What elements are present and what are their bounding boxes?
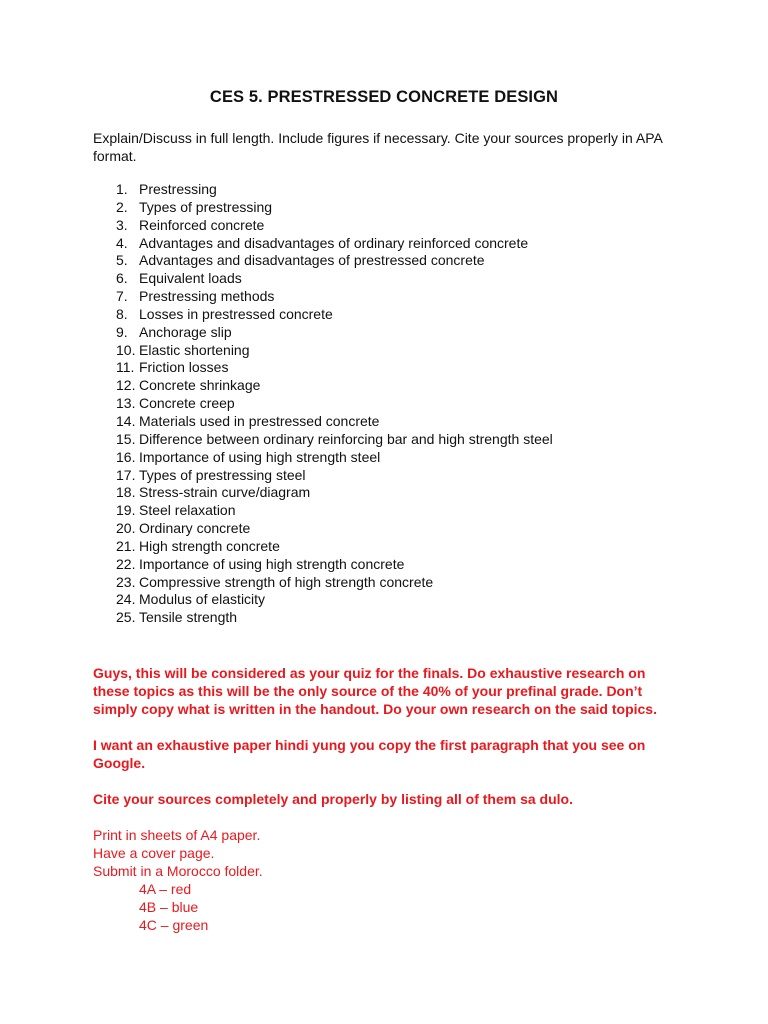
topic-number: 5.	[116, 252, 128, 269]
topic-item	[93, 306, 693, 324]
topic-number: 1.	[116, 181, 128, 197]
topic-number: 11.	[116, 359, 135, 376]
topic-number: 22.	[116, 555, 136, 572]
topic-text: Equivalent loads	[139, 270, 242, 287]
topic-item	[93, 574, 693, 592]
exhaustive-paper-notice: I want an exhaustive paper hindi yung you copy the first paragraph that you see on Google.	[93, 737, 646, 772]
topic-list	[93, 181, 693, 627]
topic-number: 14.	[116, 412, 136, 429]
topic-number: 20.	[116, 520, 136, 537]
topic-number: 3.	[116, 216, 128, 233]
topic-text: Losses in prestressed concrete	[139, 305, 333, 322]
topic-text: Stress-strain curve/diagram	[139, 484, 311, 501]
topic-text: Prestressing methods	[139, 288, 275, 305]
instruction-line: Print in sheets of A4 paper.	[93, 827, 261, 844]
topic-item	[93, 413, 693, 431]
spacer	[93, 718, 693, 736]
instruction-line: Submit in a Morocco folder.	[93, 863, 263, 880]
topic-item	[93, 484, 693, 502]
intro-paragraph: Explain/Discuss in full length. Include figures if necessary. Cite your sources properly in APA format.	[93, 130, 663, 164]
document-title: CES 5. PRESTRESSED CONCRETE DESIGN	[209, 88, 559, 106]
topic-number: 25.	[116, 609, 136, 626]
folder-color-line: 4C – green	[139, 917, 209, 934]
topic-number: 23.	[116, 573, 136, 590]
topic-number: 13.	[116, 395, 136, 412]
topic-item	[93, 270, 693, 288]
topic-number: 8.	[116, 305, 128, 322]
topic-text: Concrete shrinkage	[139, 377, 261, 394]
topic-text: Compressive strength of high strength concrete	[139, 573, 434, 590]
topic-number: 21.	[116, 537, 136, 554]
spacer	[93, 808, 693, 826]
topic-number: 2.	[116, 198, 128, 215]
topic-number: 17.	[116, 466, 136, 483]
topic-text: Advantages and disadvantages of prestressed concrete	[139, 252, 485, 269]
topic-number: 19.	[116, 502, 136, 519]
topic-number: 24.	[116, 591, 136, 608]
submission-instructions	[93, 826, 693, 934]
topic-item	[93, 431, 693, 449]
topic-text: Steel relaxation	[139, 502, 236, 519]
topic-text: Tensile strength	[139, 609, 238, 626]
topic-item	[93, 538, 693, 556]
topic-number: 16.	[116, 448, 136, 465]
topic-number: 18.	[116, 484, 136, 501]
folder-color-line: 4B – blue	[139, 899, 199, 916]
topic-text: Concrete creep	[139, 395, 235, 412]
topic-text: Reinforced concrete	[139, 216, 265, 233]
topic-number: 9.	[116, 323, 128, 340]
topic-number: 10.	[116, 341, 136, 358]
topic-item	[93, 342, 693, 360]
spacer	[93, 772, 693, 790]
topic-text: Anchorage slip	[139, 323, 232, 340]
topic-text: Ordinary concrete	[139, 520, 251, 537]
topic-item	[93, 252, 693, 270]
topic-text: Importance of using high strength concrete	[139, 555, 405, 572]
topic-text: Difference between ordinary reinforcing bar and high strength steel	[139, 430, 553, 447]
topic-item	[93, 235, 693, 253]
topic-item	[93, 449, 693, 467]
topic-item	[93, 591, 693, 609]
topic-text: Importance of using high strength steel	[139, 448, 381, 465]
folder-color-line: 4A – red	[139, 881, 192, 898]
topic-number: 15.	[116, 430, 136, 447]
topic-item	[93, 520, 693, 538]
topic-item	[93, 288, 693, 306]
topic-item	[93, 217, 693, 235]
topic-item	[93, 199, 693, 217]
quiz-notice: Guys, this will be considered as your quiz for the finals. Do exhaustive research on these topics as this will be the only source of the 40% of your prefinal grade. Don’t simply copy what is written in the handout. Do your own research on the said topics.	[93, 665, 657, 718]
topic-item	[93, 609, 693, 627]
topic-text: Modulus of elasticity	[139, 591, 266, 608]
cite-sources-notice: Cite your sources completely and properly by listing all of them sa dulo.	[93, 791, 573, 808]
topic-text: Friction losses	[139, 359, 229, 376]
topic-number: 12.	[116, 377, 136, 394]
topic-text: Types of prestressing	[139, 198, 273, 215]
topic-text: Materials used in prestressed concrete	[139, 412, 380, 429]
topic-item	[93, 181, 693, 199]
topic-text: Elastic shortening	[139, 341, 250, 358]
topic-item	[93, 467, 693, 485]
instruction-line: Have a cover page.	[93, 845, 215, 862]
topic-item	[93, 324, 693, 342]
topic-text: Types of prestressing steel	[139, 466, 306, 483]
spacer	[93, 627, 693, 664]
document-body	[93, 88, 693, 934]
topic-text: Advantages and disadvantages of ordinary reinforced concrete	[139, 234, 529, 251]
topic-item	[93, 359, 693, 377]
topic-text: High strength concrete	[139, 537, 280, 554]
topic-number: 6.	[116, 270, 128, 287]
topic-number: 7.	[116, 288, 128, 305]
topic-text: Prestressing	[139, 181, 217, 197]
topic-item	[93, 377, 693, 395]
topic-number: 4.	[116, 234, 128, 251]
topic-item	[93, 502, 693, 520]
topic-item	[93, 556, 693, 574]
topic-item	[93, 395, 693, 413]
